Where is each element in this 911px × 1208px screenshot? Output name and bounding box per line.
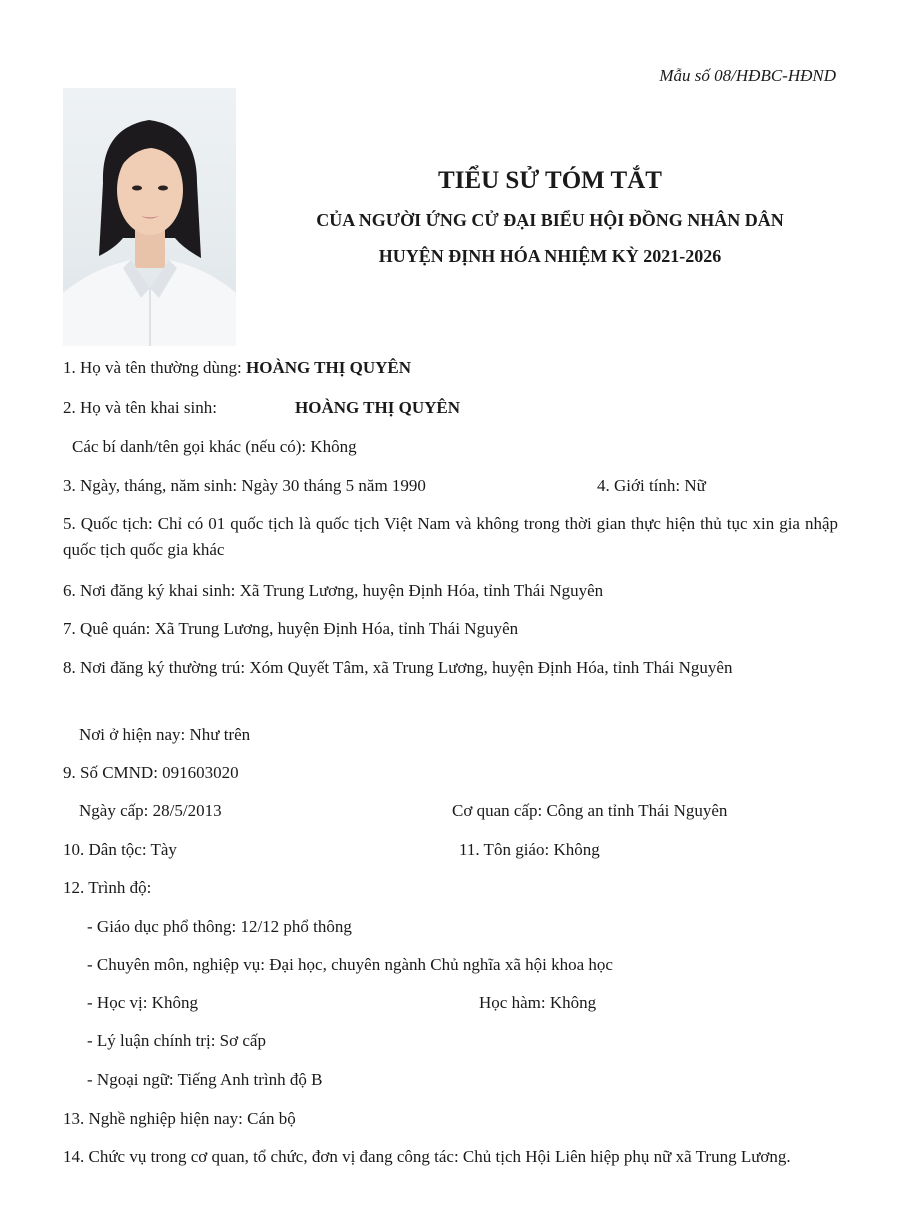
birth-place-line: 6. Nơi đăng ký khai sinh: Xã Trung Lương, huyện Định Hóa, tỉnh Thái Nguyên xyxy=(63,581,604,600)
form-number: Mẫu số 08/HĐBC-HĐND xyxy=(659,66,836,85)
education-label: 12. Trình độ: xyxy=(63,878,152,897)
aliases-line: Các bí danh/tên gọi khác (nếu có): Không xyxy=(72,437,357,456)
occupation-line: 13. Nghề nghiệp hiện nay: Cán bộ xyxy=(63,1109,296,1128)
id-issue-date: Ngày cấp: 28/5/2013 xyxy=(79,801,222,820)
current-address-line: Nơi ở hiện nay: Như trên xyxy=(79,725,251,744)
specialty-line: - Chuyên môn, nghiệp vụ: Đại học, chuyên ngành Chủ nghĩa xã hội khoa học xyxy=(87,955,613,974)
residence-line: 8. Nơi đăng ký thường trú: Xóm Quyết Tâm, xã Trung Lương, huyện Định Hóa, tỉnh Thái Nguyên xyxy=(63,658,733,677)
degree-line: - Học vị: Không xyxy=(87,993,198,1012)
hometown-line: 7. Quê quán: Xã Trung Lương, huyện Định Hóa, tỉnh Thái Nguyên xyxy=(63,619,519,638)
common-name-line xyxy=(63,358,411,378)
nationality-line: 5. Quốc tịch: Chỉ có 01 quốc tịch là quốc tịch Việt Nam và không trong thời gian thực hiện thủ tục xin gia nhập quốc tịch quốc gia khác xyxy=(63,514,838,559)
ethnicity-line: 10. Dân tộc: Tày xyxy=(63,840,177,859)
birth-name-value: HOÀNG THỊ QUYÊN xyxy=(295,398,460,417)
common-name-value: HOÀNG THỊ QUYÊN xyxy=(246,358,411,377)
political-theory-line: - Lý luận chính trị: Sơ cấp xyxy=(87,1031,266,1050)
gender-line: 4. Giới tính: Nữ xyxy=(597,476,706,495)
document-subtitle-1: CỦA NGƯỜI ỨNG CỬ ĐẠI BIỂU HỘI ĐỒNG NHÂN DÂN xyxy=(316,210,784,230)
foreign-language-line: - Ngoại ngữ: Tiếng Anh trình độ B xyxy=(87,1070,323,1089)
dob-line: 3. Ngày, tháng, năm sinh: Ngày 30 tháng 5 năm 1990 xyxy=(63,476,426,495)
position-line: 14. Chức vụ trong cơ quan, tổ chức, đơn vị đang công tác: Chủ tịch Hội Liên hiệp phụ nữ xã Trung Lương. xyxy=(63,1147,791,1166)
religion-line: 11. Tôn giáo: Không xyxy=(459,840,600,859)
id-number-line: 9. Số CMND: 091603020 xyxy=(63,763,239,782)
document-title: TIỂU SỬ TÓM TẮT xyxy=(438,167,662,194)
birth-name-label: 2. Họ và tên khai sinh: xyxy=(63,398,217,417)
general-education-line: - Giáo dục phổ thông: 12/12 phổ thông xyxy=(87,917,352,936)
academic-title-line: Học hàm: Không xyxy=(479,993,597,1012)
portrait-photo xyxy=(63,88,236,346)
common-name-label: 1. Họ và tên thường dùng: xyxy=(63,358,246,377)
document-subtitle-2: HUYỆN ĐỊNH HÓA NHIỆM KỲ 2021-2026 xyxy=(378,246,722,266)
id-issuer: Cơ quan cấp: Công an tỉnh Thái Nguyên xyxy=(452,801,728,820)
